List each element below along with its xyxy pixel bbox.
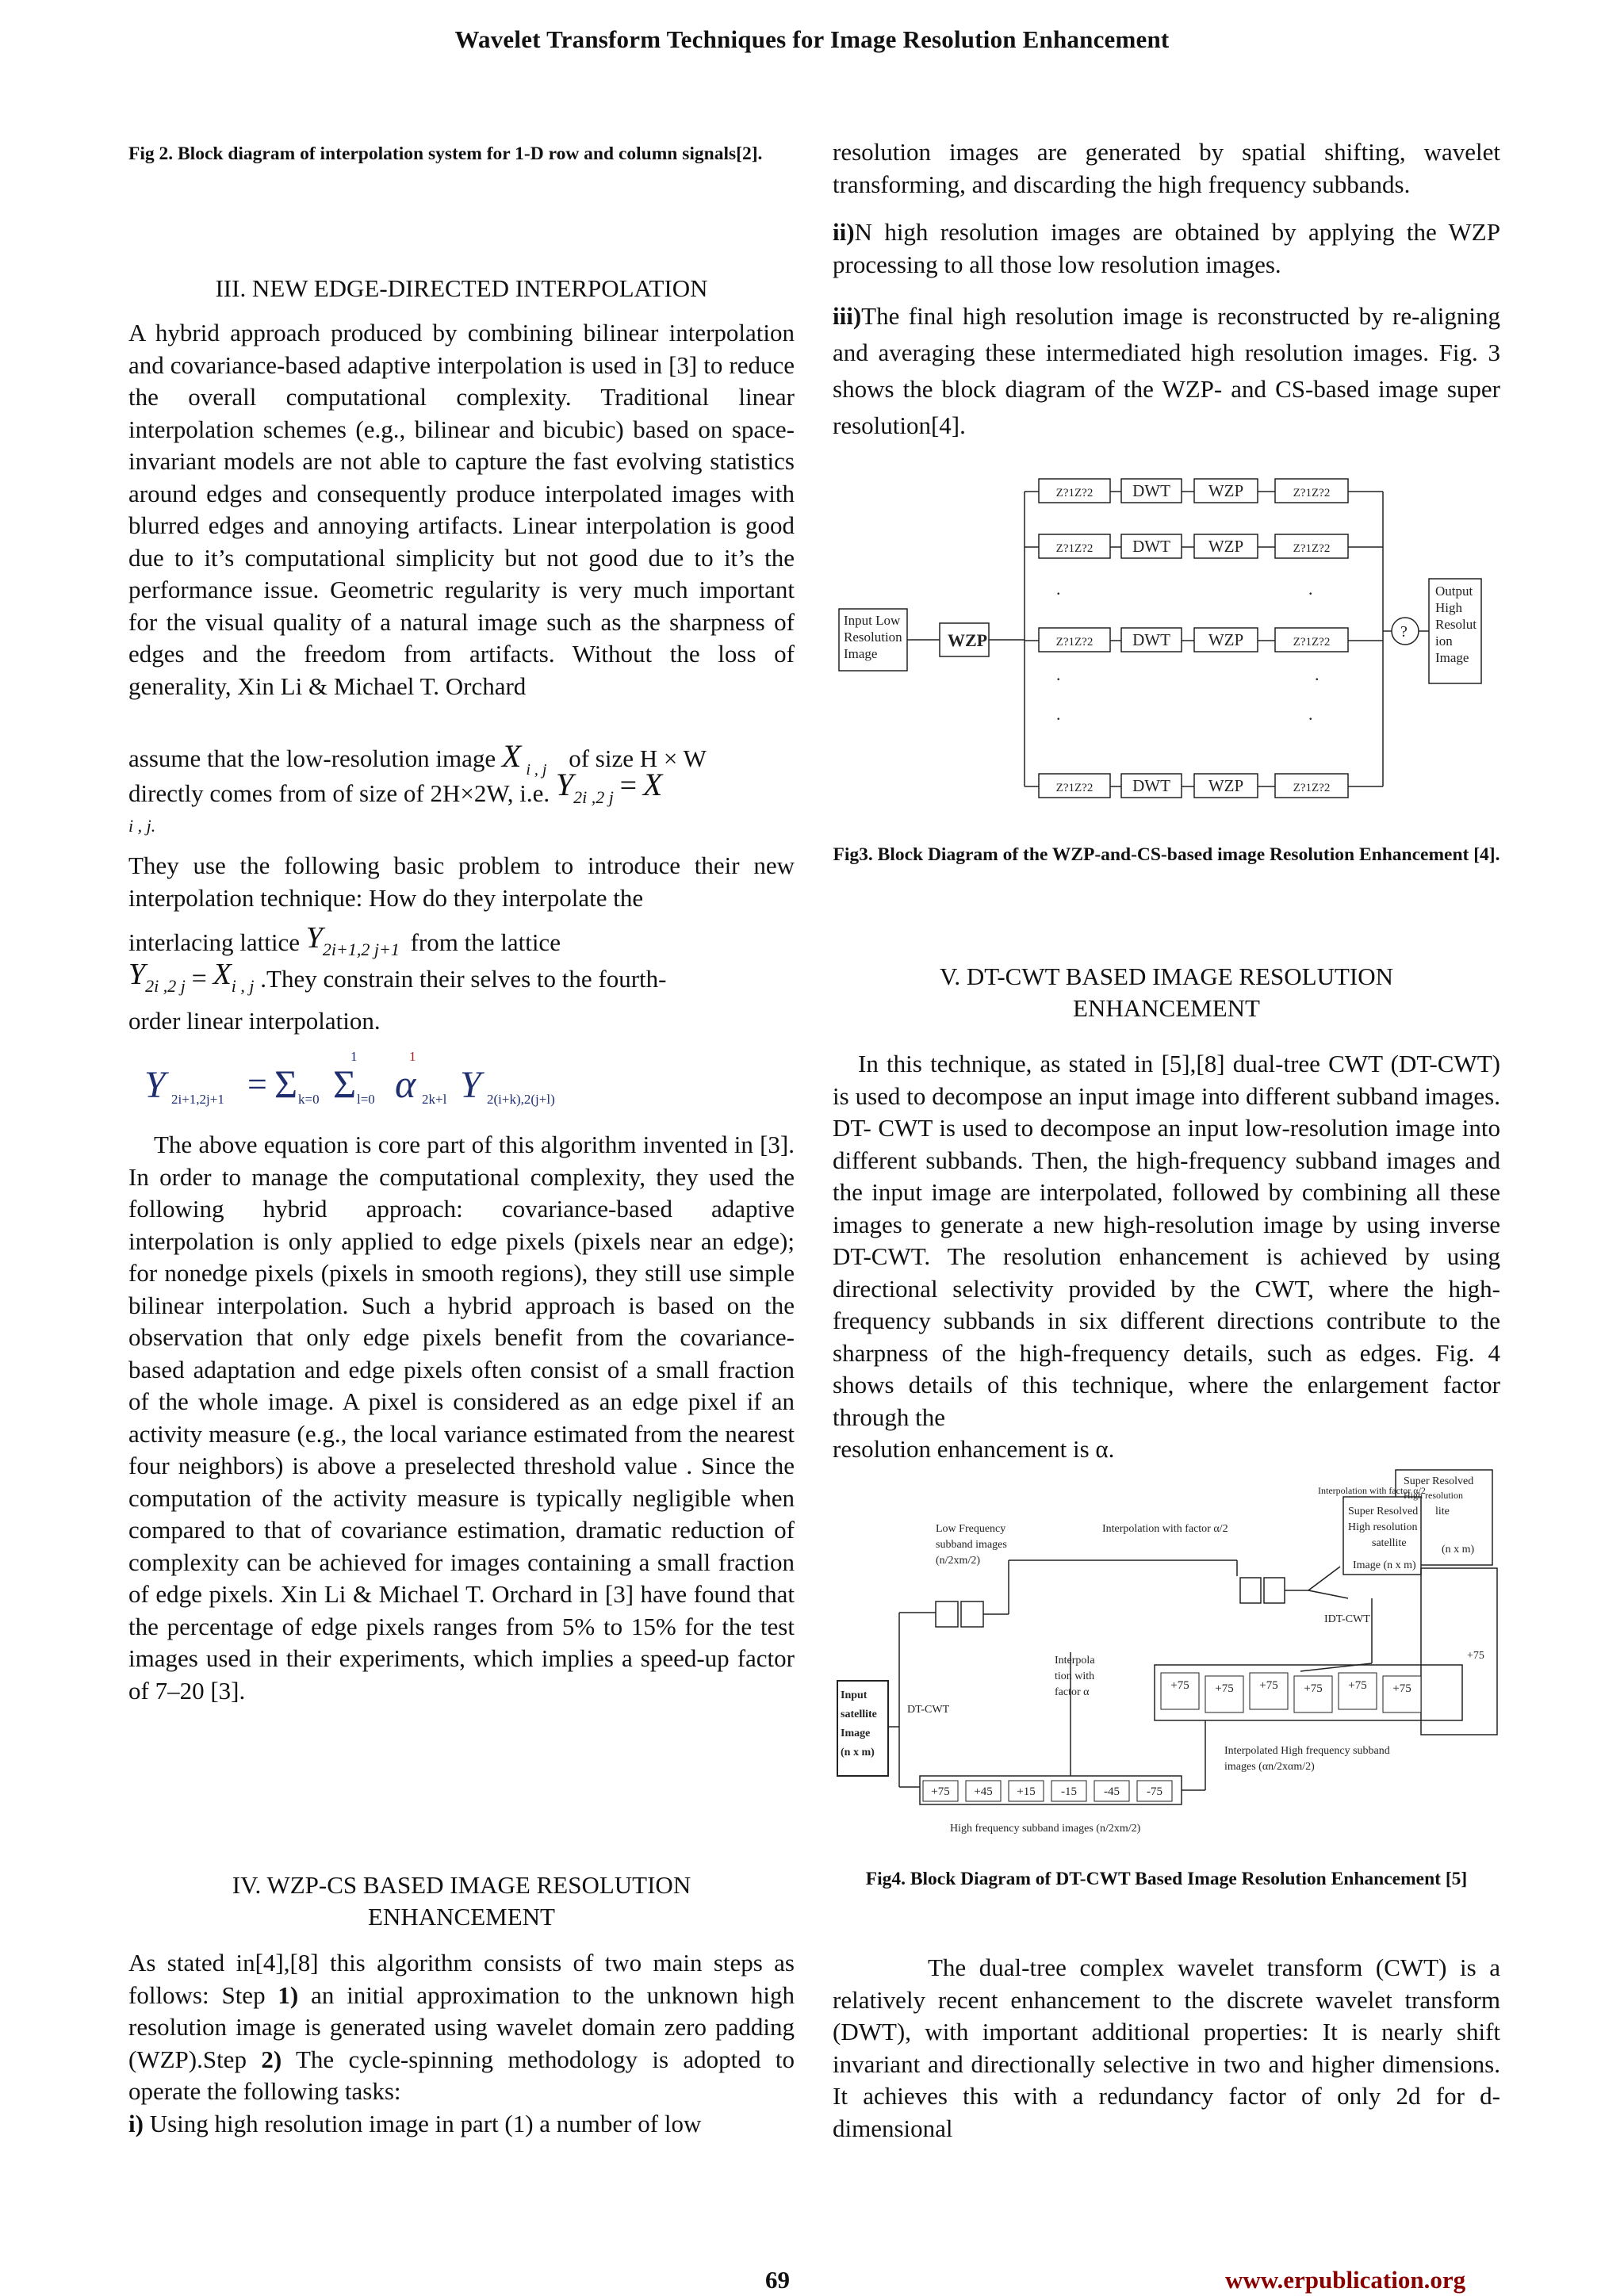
eq-one-1: 1 — [350, 1049, 358, 1064]
fig4-interp-alpha2: Interpolation with factor α/2 — [1102, 1523, 1228, 1535]
math-sub-ij-2: i , j — [128, 816, 151, 836]
fig3-label-z-out: Z?1Z?2 — [1293, 636, 1331, 649]
math-Y: Y — [555, 767, 574, 802]
fig3-label-wzp: WZP — [1208, 630, 1244, 649]
fig3-caption: Fig3. Block Diagram of the WZP-and-CS-based image Resolution Enhancement [4]. — [833, 844, 1500, 865]
sec3-p2d: .They constrain their selves to the fourth- — [260, 965, 667, 993]
sec4-i-label: i) — [128, 2109, 144, 2137]
section-4-body — [128, 1947, 795, 2140]
math-X-3: X — [213, 958, 232, 991]
fig3-ellipsis-dot: . — [1056, 664, 1061, 684]
fig4-ihf-box-label: +75 — [1304, 1682, 1323, 1695]
sec3-paragraph-2 — [128, 850, 795, 914]
right-iii-text: The final high resolution image is reconstructed by re-aligning and averaging these intermediated high resolution images. Fig. 3 shows the block diagram of the WZP- and CS-based image super resolution[4]. — [833, 302, 1500, 439]
section-5-title — [833, 961, 1500, 1024]
fig4-interp-a-l1: Interpola — [1055, 1655, 1095, 1667]
eq-l0: l=0 — [357, 1092, 375, 1107]
fig4-ihf-l2: images (αn/2xαm/2) — [1224, 1761, 1315, 1773]
fig4-sr-back-l2: High resolution — [1404, 1490, 1463, 1501]
left-column — [128, 140, 795, 169]
fig3-label-dwt: DWT — [1132, 630, 1170, 649]
fig3-label-z-in: Z?1Z?2 — [1055, 487, 1094, 499]
sec5-p1: In this technique, as stated in [5],[8] dual-tree CWT (DT-CWT) is used to decompose an input image into different subband images. DT- CWT is used to decompose an input low-resolution image into different subbands. Then, the high-frequency subband images and the input image are interpolated, followed by combining all these images to generate a new high-resolution image by using inverse DT-CWT. The resolution enhancement is achieved by using directional selectivity provided by the CWT, where the high-frequency subbands in six different directions contribute to the sharpness of the high-frequency details, such as edges. Fig. 4 shows details of this technique, where the enlargement factor through the — [833, 1050, 1500, 1431]
fig4-interp-a-l2: tion with — [1055, 1670, 1095, 1682]
sec3-p2a: They use the following basic problem to introduce their new interpolation technique: How do they interpolate the — [128, 851, 795, 912]
fig4-interp-alpha2-top: Interpolation with factor α/2 — [1318, 1485, 1426, 1496]
fig4-caption-wrap — [833, 1865, 1500, 1894]
math-sub-2i2j: 2i ,2 j — [573, 787, 614, 807]
fig3-out-l5: Image — [1435, 650, 1469, 665]
fig3-ellipsis-dot: . — [1308, 704, 1313, 724]
math-sub-ij: i , j — [526, 761, 547, 779]
section-5-title-1: V. DT-CWT BASED IMAGE RESOLUTION — [939, 962, 1394, 990]
sec3-text-d: directly comes from of size of 2H×2W, i.e. — [128, 779, 550, 807]
sec4-p1a: As stated in[4],[8] this algorithm consists of two main steps as follows: Step — [128, 1949, 795, 2009]
fig3-out-l3: Resolut — [1435, 617, 1477, 632]
fig3-ellipsis-dot: . — [1056, 704, 1061, 724]
fig4-hf-box-label: -75 — [1147, 1785, 1162, 1798]
eq-sum-1: Σ — [274, 1062, 298, 1106]
eq-alpha: α — [395, 1062, 416, 1106]
fig4-right-75: +75 — [1467, 1650, 1484, 1662]
fig3-label-wzp: WZP — [1208, 537, 1244, 556]
sec3-paragraph-3 — [128, 1129, 795, 1707]
fig3-ellipsis-dot: . — [1056, 579, 1061, 599]
fig3-ellipsis-dot: . — [1308, 579, 1313, 599]
section-4-title-1: IV. WZP-CS BASED IMAGE RESOLUTION — [232, 1871, 691, 1899]
fig4-ihf-box-label: +75 — [1392, 1682, 1411, 1695]
fig3-question: ? — [1400, 623, 1408, 641]
fig3-label-z-out: Z?1Z?2 — [1293, 782, 1331, 794]
right-ii-label: ii) — [833, 218, 855, 246]
fig4-sr-front-l4: Image (n x m) — [1353, 1559, 1416, 1571]
interpolation-equation — [143, 1047, 650, 1110]
fig4-ihf-box-label: +75 — [1170, 1679, 1189, 1692]
math-eq: = — [619, 769, 638, 802]
right-column-top — [833, 136, 1500, 444]
fig3-label-z-in: Z?1Z?2 — [1055, 782, 1094, 794]
sec3-paragraph-1: A hybrid approach produced by combining bilinear interpolation and covariance-based adaptive interpolation is used in [3] to reduce the overall computational complexity. Traditional linear interpolation schemes (e.g., bilinear and bicubic) based on space-invariant models are not able to capture the fast evolving statistics around edges and consequently produce interpolated images with blurred edges and annoying artifacts. Linear interpolation is good due to it’s computational simplicity but not good due to it’s the performance issue. Geometric regularity is very much important for the visual quality of a natural image such as the sharpness of edges and the freedom from artifacts. Without the loss of generality, Xin Li & Michael T. Orchard — [128, 319, 795, 700]
eq-Y-rhs: Y — [460, 1064, 481, 1106]
math-sub-ij-3: i , j — [231, 976, 255, 996]
fig3-caption-wrap — [833, 840, 1500, 870]
math-Y-2: Y — [305, 921, 323, 955]
fig4-hf-label: High frequency subband images (n/2xm/2) — [950, 1823, 1141, 1835]
running-header: Wavelet Transform Techniques for Image Resolution Enhancement — [454, 25, 1170, 53]
fig4-lowfreq-l2: subband images — [936, 1539, 1007, 1551]
fig4-sr-back-l1: Super Resolved — [1404, 1475, 1474, 1487]
math-sub-2i2j-2: 2i ,2 j — [145, 976, 186, 996]
fig3-wzp-main: WZP — [948, 630, 988, 650]
fig4-ihf-box-label: +75 — [1215, 1682, 1234, 1695]
fig4-sr-back-l4: (n x m) — [1442, 1544, 1475, 1556]
fig4-input-l1: Input — [841, 1689, 868, 1701]
math-sub-interlace: 2i+1,2 j+1 — [322, 939, 400, 959]
sec5-p2: The dual-tree complex wavelet transform (CWT) is a relatively recent enhancement to the discrete wavelet transform (DWT), with important additional properties: It is nearly shift invariant and directionally selective in two and higher dimensions. It achieves this with a redundancy factor of only 2d for d-dimensional — [833, 1954, 1500, 2142]
right-item-ii — [833, 216, 1500, 281]
fig4-input-l3: Image — [841, 1728, 871, 1739]
fig4-sr-front-l2: High resolution — [1348, 1521, 1418, 1533]
fig4-hf-box-label: +45 — [974, 1785, 993, 1798]
fig3-input-l1: Input Low — [844, 613, 901, 628]
sec4-step-2: 2) — [261, 2045, 282, 2073]
sec4-item-i — [128, 2108, 795, 2141]
footer-url[interactable]: www.erpublication.org — [1225, 2266, 1466, 2294]
fig4-input-l2: satellite — [841, 1709, 877, 1720]
fig4-lowfreq-l1: Low Frequency — [936, 1523, 1006, 1535]
fig3-label-dwt: DWT — [1132, 776, 1170, 795]
fig3-diagram — [833, 468, 1500, 809]
sec3-p3: The above equation is core part of this algorithm invented in [3]. In order to manage the computational complexity, they used the following hybrid approach: covariance-based adaptive interpolation is only applied to edge pixels (pixels near an edge); for nonedge pixels (pixels in smooth regions), they still use simple bilinear interpolation. Such a hybrid approach is based on the observation that only edge pixels benefit from the covariance-based adaptation and edge pixels often consist of a small fraction of the whole image. A pixel is considered as an edge pixel if an activity measure (e.g., the local variance estimated from the nearest four neighbors) is above a preselected threshold value . Since the computation of the activity measure is typically negligible when compared to that of covariance estimation, dramatic reduction of complexity can be achieved for images containing a small fraction of edge pixels. Xin Li & Michael T. Orchard in [3] have found that the percentage of edge pixels ranges from 5% to 15% for the test images used in their experiments, which implies a speed-up factor of 7–20 [3]. — [128, 1131, 795, 1705]
fig3-label-z-in: Z?1Z?2 — [1055, 542, 1094, 555]
eq-sum-2: Σ — [333, 1062, 357, 1106]
sec3-p2c: from the lattice — [410, 928, 561, 956]
fig3-label-z-out: Z?1Z?2 — [1293, 542, 1331, 555]
fig4-hf-box-label: -45 — [1104, 1785, 1120, 1798]
section-5-title-2: ENHANCEMENT — [1073, 994, 1260, 1022]
fig4-sr-front-l3: satellite — [1372, 1537, 1407, 1549]
section-3-title: III. NEW EDGE-DIRECTED INTERPOLATION — [215, 274, 708, 302]
fig3-input-l3: Image — [844, 646, 878, 661]
fig3-input-l2: Resolution — [844, 629, 902, 645]
fig4-hf-box-label: +75 — [931, 1785, 950, 1798]
right-item-iii — [833, 298, 1500, 444]
fig4-lowfreq-l3: (n/2xm/2) — [936, 1555, 980, 1567]
eq-sub-rhs: 2(i+k),2(j+l) — [487, 1092, 555, 1107]
sec3-lattice-line-2 — [128, 959, 795, 1000]
section-3 — [128, 273, 795, 304]
sec3-p2e-wrap — [128, 1005, 795, 1038]
page-number: 69 — [765, 2266, 790, 2294]
fig3-label-wzp: WZP — [1208, 481, 1244, 500]
right-iii-label: iii) — [833, 302, 862, 330]
fig4-input-l4: (n x m) — [841, 1747, 875, 1758]
fig4-ihf-box-label: +75 — [1259, 1679, 1278, 1692]
fig3-label-dwt: DWT — [1132, 481, 1170, 500]
section-5-body — [833, 1048, 1500, 1466]
right-p0: resolution images are generated by spatial shifting, wavelet transforming, and discarding the high frequency subbands. — [833, 138, 1500, 198]
fig3-out-l2: High — [1435, 600, 1462, 615]
fig3-out-l4: ion — [1435, 633, 1453, 649]
right-ii-text: N high resolution images are obtained by applying the WZP processing to all those low resolution images. — [833, 218, 1500, 278]
sec3-text-b: assume that the low-resolution image — [128, 744, 496, 772]
math-X: X — [501, 738, 522, 774]
section-4-title-2: ENHANCEMENT — [368, 1903, 555, 1931]
section-3-body — [128, 317, 795, 702]
eq-equals: = — [247, 1065, 267, 1104]
fig4-hf-box-label: -15 — [1061, 1785, 1077, 1798]
fig3-label-dwt: DWT — [1132, 537, 1170, 556]
fig3-label-wzp: WZP — [1208, 776, 1244, 795]
eq-one-2: 1 — [409, 1049, 416, 1064]
math-X-2: X — [642, 767, 663, 802]
fig4-sr-front-l1: Super Resolved — [1348, 1506, 1419, 1517]
sec4-paragraph-1 — [128, 1947, 795, 2108]
fig3-label-z-out: Z?1Z?2 — [1293, 487, 1331, 499]
eq-Y-lhs: Y — [144, 1064, 166, 1106]
section-5-body-2 — [833, 1952, 1500, 2145]
fig4-diagram — [833, 1465, 1500, 1846]
sec3-inline-sub — [128, 817, 795, 836]
fig4-ihf-box-label: +75 — [1348, 1679, 1367, 1692]
sec4-p1b: an initial approximation to the unknown high resolution image is generated using wavelet domain zero padding (WZP).Step — [128, 1980, 795, 2073]
eq-k0: k=0 — [298, 1092, 320, 1107]
section-4-title — [128, 1869, 795, 1933]
eq-sub-alpha: 2k+l — [422, 1092, 447, 1107]
sec3-p2e: order linear interpolation. — [128, 1007, 381, 1035]
fig3-out-l1: Output — [1435, 584, 1473, 599]
fig3-ellipsis-dot: . — [1315, 664, 1320, 684]
fig4-hf-box-label: +15 — [1017, 1785, 1036, 1798]
math-Y-3: Y — [128, 958, 146, 991]
sec4-p1c: The cycle-spinning methodology is adopted to operate the following tasks: — [128, 2045, 795, 2105]
fig4-sr-back-l3: lite — [1435, 1506, 1450, 1517]
math-dot: . — [151, 816, 156, 836]
fig3-label-z-in: Z?1Z?2 — [1055, 636, 1094, 649]
fig4-idtcwt: IDT-CWT — [1324, 1613, 1370, 1625]
sec5-p1-last: resolution enhancement is α. — [833, 1435, 1115, 1463]
math-eq-2: = — [191, 964, 207, 993]
sec3-text-c: of size H × W — [569, 744, 707, 772]
sec4-step-1: 1) — [278, 1980, 299, 2009]
sec3-p2b: interlacing lattice — [128, 928, 301, 956]
fig4-interp-a-l3: factor α — [1055, 1686, 1090, 1698]
fig2-caption: Fig 2. Block diagram of interpolation system for 1-D row and column signals[2]. — [128, 144, 763, 164]
fig4-ihf-l1: Interpolated High frequency subband — [1224, 1745, 1390, 1757]
fig4-caption: Fig4. Block Diagram of DT-CWT Based Image Resolution Enhancement [5] — [865, 1869, 1468, 1889]
fig4-dtcwt: DT-CWT — [907, 1704, 950, 1716]
sec4-i-text: Using high resolution image in part (1) a number of low — [149, 2109, 702, 2137]
eq-sub-lhs: 2i+1,2j+1 — [171, 1092, 224, 1107]
